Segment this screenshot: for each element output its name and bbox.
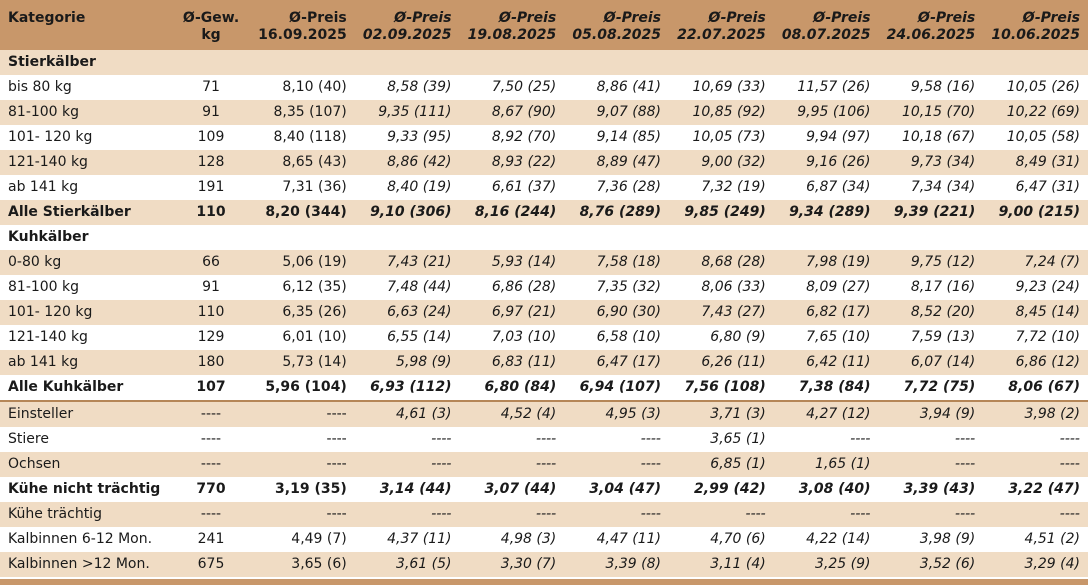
row-label: Kalbinnen >12 Mon. <box>8 556 150 572</box>
table-row <box>0 125 1088 150</box>
header-preis-date-2 <box>355 0 460 50</box>
price-cell: 8,16 (244) <box>474 204 557 220</box>
row-label: Alle Stierkälber <box>8 204 131 220</box>
price-cell: 7,59 (13) <box>910 329 976 345</box>
row-label: Stiere <box>8 431 49 447</box>
price-cell: 3,30 (7) <box>500 556 557 572</box>
price-cell: 9,00 (32) <box>701 154 766 170</box>
price-cell: 7,98 (19) <box>806 254 871 270</box>
header-gewicht-line1: Ø-Gew. <box>182 10 240 26</box>
price-cell: 8,06 (67) <box>983 375 1088 401</box>
row-label: Kühe trächtig <box>8 506 102 522</box>
price-cell: 3,39 (8) <box>605 556 661 572</box>
price-cell: 4,22 (14) <box>806 531 871 547</box>
price-cell: 9,34 (289) <box>789 204 871 220</box>
price-cell: 9,85 (249) <box>684 204 766 220</box>
price-cell: 4,95 (3) <box>605 406 661 422</box>
price-cell: 8,93 (22) <box>491 154 557 170</box>
row-gewicht: 109 <box>197 129 225 145</box>
price-cell: 7,50 (25) <box>491 79 557 95</box>
price-cell: ---- <box>850 431 871 447</box>
row-gewicht: 191 <box>197 179 225 195</box>
price-cell: 10,05 (26) <box>1006 79 1080 95</box>
price-cell: 3,19 (35) <box>275 481 347 497</box>
price-cell: 6,58 (10) <box>596 329 661 345</box>
price-cell: 3,98 (2) <box>1024 406 1080 422</box>
price-cell: 8,52 (20) <box>910 304 976 320</box>
table-row <box>0 527 1088 552</box>
header-preis-label: Ø-Preis <box>917 10 976 26</box>
price-cell: 7,31 (36) <box>282 179 347 195</box>
price-cell: 6,90 (30) <box>596 304 661 320</box>
price-cell: 3,22 (47) <box>1008 481 1080 497</box>
price-cell: 9,16 (26) <box>806 154 871 170</box>
row-label: 101- 120 kg <box>8 304 93 320</box>
price-cell: 6,01 (10) <box>282 329 347 345</box>
price-cell: ---- <box>536 456 557 472</box>
price-cell: 11,57 (26) <box>797 79 871 95</box>
header-preis-date-8 <box>983 0 1088 50</box>
price-cell: 9,95 (106) <box>797 104 871 120</box>
price-cell: 8,10 (40) <box>282 79 347 95</box>
price-cell: 3,11 (4) <box>710 556 766 572</box>
header-date: 10.06.2025 <box>991 27 1080 43</box>
price-cell: 6,87 (34) <box>806 179 871 195</box>
row-gewicht: 675 <box>197 556 225 572</box>
price-cell: 6,86 (12) <box>1015 354 1080 370</box>
price-cell: 10,15 (70) <box>901 104 976 120</box>
table-row <box>0 502 1088 527</box>
price-cell: 7,03 (10) <box>491 329 557 345</box>
header-preis-date-3 <box>460 0 565 50</box>
header-preis-label: Ø-Preis <box>288 10 347 26</box>
price-cell: ---- <box>1059 456 1080 472</box>
price-cell: 3,98 (9) <box>919 531 976 547</box>
price-cell: 6,47 (17) <box>596 354 661 370</box>
price-cell: 6,61 (37) <box>491 179 557 195</box>
price-cell: 9,94 (97) <box>806 129 871 145</box>
price-cell: ---- <box>640 431 661 447</box>
row-label: 121-140 kg <box>8 154 88 170</box>
price-cell: 4,52 (4) <box>500 406 557 422</box>
price-cell: 8,76 (289) <box>579 204 661 220</box>
table-row <box>0 250 1088 275</box>
row-gewicht: ---- <box>200 431 222 447</box>
total-row <box>0 200 1088 225</box>
price-cell: 8,86 (41) <box>596 79 661 95</box>
header-preis-date-5 <box>669 0 774 50</box>
header-preis-label: Ø-Preis <box>498 10 557 26</box>
price-cell: ---- <box>326 456 347 472</box>
price-cell: 3,25 (9) <box>815 556 871 572</box>
price-cell: 10,18 (67) <box>901 129 976 145</box>
header-preis-label: Ø-Preis <box>394 10 452 26</box>
row-gewicht: 180 <box>197 354 225 370</box>
price-cell: 7,43 (27) <box>701 304 766 320</box>
table-row <box>0 75 1088 100</box>
price-cell: 10,85 (92) <box>692 104 766 120</box>
row-label: Kalbinnen 6-12 Mon. <box>8 531 153 547</box>
price-cell: 4,37 (11) <box>387 531 452 547</box>
price-cell: ---- <box>955 506 976 522</box>
price-cell: 4,70 (6) <box>710 531 766 547</box>
price-cell: 5,93 (14) <box>491 254 557 270</box>
price-cell: ---- <box>745 506 766 522</box>
row-gewicht: ---- <box>200 456 222 472</box>
price-cell: 8,09 (27) <box>806 279 871 295</box>
price-cell: 3,65 (6) <box>291 556 347 572</box>
price-cell: 8,06 (33) <box>701 279 766 295</box>
header-kategorie: Kategorie <box>8 10 86 26</box>
row-label: Kühe nicht trächtig <box>8 481 161 497</box>
table-row <box>0 552 1088 577</box>
section-title: Kuhkälber <box>8 229 89 245</box>
table-row <box>0 175 1088 200</box>
header-preis-date-4 <box>564 0 669 50</box>
price-cell: 6,82 (17) <box>806 304 871 320</box>
price-cell: ---- <box>326 431 347 447</box>
row-gewicht: 770 <box>196 481 226 497</box>
table-row <box>0 325 1088 350</box>
row-label: ab 141 kg <box>8 179 79 195</box>
price-cell: ---- <box>326 406 347 422</box>
row-gewicht: 91 <box>202 104 220 120</box>
price-cell: 9,00 (215) <box>998 204 1080 220</box>
price-cell: 6,94 (107) <box>564 375 669 401</box>
price-cell: 8,35 (107) <box>273 104 347 120</box>
header-preis-date-7 <box>879 0 984 50</box>
price-cell: 7,35 (32) <box>596 279 661 295</box>
price-cell: 4,27 (12) <box>806 406 871 422</box>
row-label: Einsteller <box>8 406 74 422</box>
row-label: bis 80 kg <box>8 79 72 95</box>
price-cell: ---- <box>431 456 452 472</box>
header-date: 19.08.2025 <box>467 27 557 43</box>
price-cell: 10,05 (73) <box>692 129 766 145</box>
table-row <box>0 350 1088 375</box>
price-cell: 3,61 (5) <box>396 556 452 572</box>
price-cell: 8,49 (31) <box>1015 154 1080 170</box>
price-cell: 5,96 (104) <box>250 375 355 401</box>
section-title: Stierkälber <box>8 54 96 70</box>
row-gewicht: 107 <box>172 375 250 401</box>
header-preis-date-6 <box>774 0 879 50</box>
price-cell: 3,04 (47) <box>589 481 661 497</box>
price-cell: 6,85 (1) <box>710 456 766 472</box>
price-cell: 3,52 (6) <box>919 556 976 572</box>
price-cell: 9,58 (16) <box>910 79 976 95</box>
total-row <box>0 477 1088 502</box>
price-cell: 8,40 (19) <box>387 179 452 195</box>
row-gewicht: 66 <box>202 254 220 270</box>
price-cell: 4,47 (11) <box>596 531 661 547</box>
price-cell: 9,73 (34) <box>910 154 976 170</box>
price-cell: 7,24 (7) <box>1024 254 1080 270</box>
price-cell: 7,43 (21) <box>387 254 452 270</box>
row-gewicht: ---- <box>200 406 222 422</box>
price-cell: 3,65 (1) <box>710 431 766 447</box>
header-date: 05.08.2025 <box>572 27 661 43</box>
header-preis-date-1 <box>250 0 355 50</box>
header-date: 24.06.2025 <box>886 27 976 43</box>
price-cell: 3,94 (9) <box>919 406 976 422</box>
header-preis-label: Ø-Preis <box>708 10 766 26</box>
price-cell: 10,22 (69) <box>1006 104 1080 120</box>
price-cell: 6,83 (11) <box>491 354 557 370</box>
header-date: 02.09.2025 <box>362 27 452 43</box>
row-label: 81-100 kg <box>8 279 80 295</box>
price-cell: 7,72 (10) <box>1015 329 1080 345</box>
row-label: Alle Kuhkälber <box>0 375 172 401</box>
price-cell: 7,65 (10) <box>806 329 871 345</box>
total-row <box>0 375 1088 401</box>
price-cell: 8,20 (344) <box>265 204 347 220</box>
header-preis-label: Ø-Preis <box>603 10 661 26</box>
row-label: 101- 120 kg <box>8 129 93 145</box>
price-cell: 9,10 (306) <box>370 204 452 220</box>
table-row <box>0 452 1088 477</box>
price-cell: 3,14 (44) <box>379 481 452 497</box>
price-cell: 8,92 (70) <box>491 129 557 145</box>
price-cell: 9,33 (95) <box>387 129 452 145</box>
header-preis-label: Ø-Preis <box>1022 10 1080 26</box>
price-cell: 8,68 (28) <box>701 254 766 270</box>
price-cell: 1,65 (1) <box>815 456 871 472</box>
price-cell: 9,39 (221) <box>893 204 976 220</box>
price-cell: 6,63 (24) <box>387 304 452 320</box>
table-body <box>0 50 1088 577</box>
price-cell: 4,51 (2) <box>1024 531 1080 547</box>
section-row-stierkaelber <box>0 50 1088 75</box>
price-cell: 8,45 (14) <box>1015 304 1080 320</box>
row-gewicht: 128 <box>197 154 225 170</box>
row-gewicht: 110 <box>197 304 225 320</box>
row-gewicht: 129 <box>197 329 225 345</box>
price-cell: 6,12 (35) <box>282 279 347 295</box>
price-cell: 7,34 (34) <box>910 179 976 195</box>
price-cell: 9,07 (88) <box>596 104 661 120</box>
price-cell: 7,72 (75) <box>879 375 984 401</box>
price-cell: ---- <box>850 506 871 522</box>
price-cell: 3,71 (3) <box>710 406 766 422</box>
price-cell: ---- <box>640 506 661 522</box>
table-row <box>0 427 1088 452</box>
price-cell: 9,75 (12) <box>910 254 976 270</box>
header-date: 08.07.2025 <box>781 27 871 43</box>
price-cell: 8,67 (90) <box>491 104 557 120</box>
price-cell: 7,32 (19) <box>701 179 766 195</box>
price-cell: ---- <box>431 506 452 522</box>
price-cell: 4,61 (3) <box>396 406 452 422</box>
row-gewicht: 91 <box>202 279 220 295</box>
price-cell: 2,99 (42) <box>694 481 766 497</box>
price-cell: ---- <box>431 431 452 447</box>
price-cell: 7,58 (18) <box>596 254 661 270</box>
price-cell: 3,08 (40) <box>798 481 871 497</box>
table-row <box>0 150 1088 175</box>
price-cell: 9,23 (24) <box>1015 279 1080 295</box>
price-cell: 6,80 (84) <box>460 375 565 401</box>
price-cell: 10,69 (33) <box>692 79 766 95</box>
price-cell: ---- <box>536 506 557 522</box>
price-cell: 9,35 (111) <box>378 104 452 120</box>
header-gewicht-line2: kg <box>201 27 221 43</box>
price-cell: 6,47 (31) <box>1015 179 1080 195</box>
price-cell: 7,38 (84) <box>774 375 879 401</box>
row-label: ab 141 kg <box>8 354 79 370</box>
price-cell: 8,40 (118) <box>273 129 347 145</box>
price-cell: 6,07 (14) <box>910 354 976 370</box>
header-gewicht <box>172 0 250 50</box>
price-cell: 3,39 (43) <box>903 481 976 497</box>
price-cell: 8,65 (43) <box>282 154 347 170</box>
price-cell: 6,55 (14) <box>387 329 452 345</box>
row-gewicht: ---- <box>200 506 222 522</box>
price-cell: ---- <box>955 431 976 447</box>
price-cell: 4,49 (7) <box>291 531 347 547</box>
footer-bar <box>0 579 1088 585</box>
row-label: 0-80 kg <box>8 254 62 270</box>
row-label: Ochsen <box>8 456 61 472</box>
row-label: 121-140 kg <box>8 329 88 345</box>
price-cell: 6,86 (28) <box>491 279 557 295</box>
table-row <box>0 100 1088 125</box>
price-cell: 7,36 (28) <box>596 179 661 195</box>
row-label: 81-100 kg <box>8 104 80 120</box>
price-cell: ---- <box>1059 506 1080 522</box>
price-cell: 6,26 (11) <box>701 354 766 370</box>
price-cell: 8,86 (42) <box>387 154 452 170</box>
price-cell: 3,07 (44) <box>484 481 557 497</box>
price-cell: 6,80 (9) <box>710 329 766 345</box>
table-row <box>0 300 1088 325</box>
section-row-kuhkaelber <box>0 225 1088 250</box>
table-row <box>0 401 1088 427</box>
price-cell: ---- <box>640 456 661 472</box>
header-date: 22.07.2025 <box>677 27 766 43</box>
price-cell: 7,56 (108) <box>669 375 774 401</box>
price-cell: 5,73 (14) <box>282 354 347 370</box>
table-header <box>0 0 1088 50</box>
price-cell: 8,89 (47) <box>596 154 661 170</box>
price-cell: 9,14 (85) <box>596 129 661 145</box>
price-cell: 8,58 (39) <box>387 79 452 95</box>
row-gewicht: 241 <box>197 531 225 547</box>
row-gewicht: 110 <box>196 204 226 220</box>
price-cell: 6,97 (21) <box>491 304 557 320</box>
price-cell: 5,98 (9) <box>396 354 452 370</box>
price-cell: ---- <box>326 506 347 522</box>
header-date: 16.09.2025 <box>258 27 347 43</box>
price-cell: 8,17 (16) <box>910 279 976 295</box>
table-row <box>0 275 1088 300</box>
price-cell: ---- <box>955 456 976 472</box>
price-cell: ---- <box>1059 431 1080 447</box>
price-cell: 6,42 (11) <box>806 354 871 370</box>
price-cell: ---- <box>536 431 557 447</box>
row-gewicht: 71 <box>202 79 220 95</box>
price-cell: 10,05 (58) <box>1006 129 1080 145</box>
price-cell: 6,35 (26) <box>282 304 347 320</box>
price-cell: 5,06 (19) <box>282 254 347 270</box>
price-cell: 4,98 (3) <box>500 531 557 547</box>
header-preis-label: Ø-Preis <box>813 10 871 26</box>
price-cell: 7,48 (44) <box>387 279 452 295</box>
price-cell: 3,29 (4) <box>1024 556 1080 572</box>
price-cell: 6,93 (112) <box>355 375 460 401</box>
